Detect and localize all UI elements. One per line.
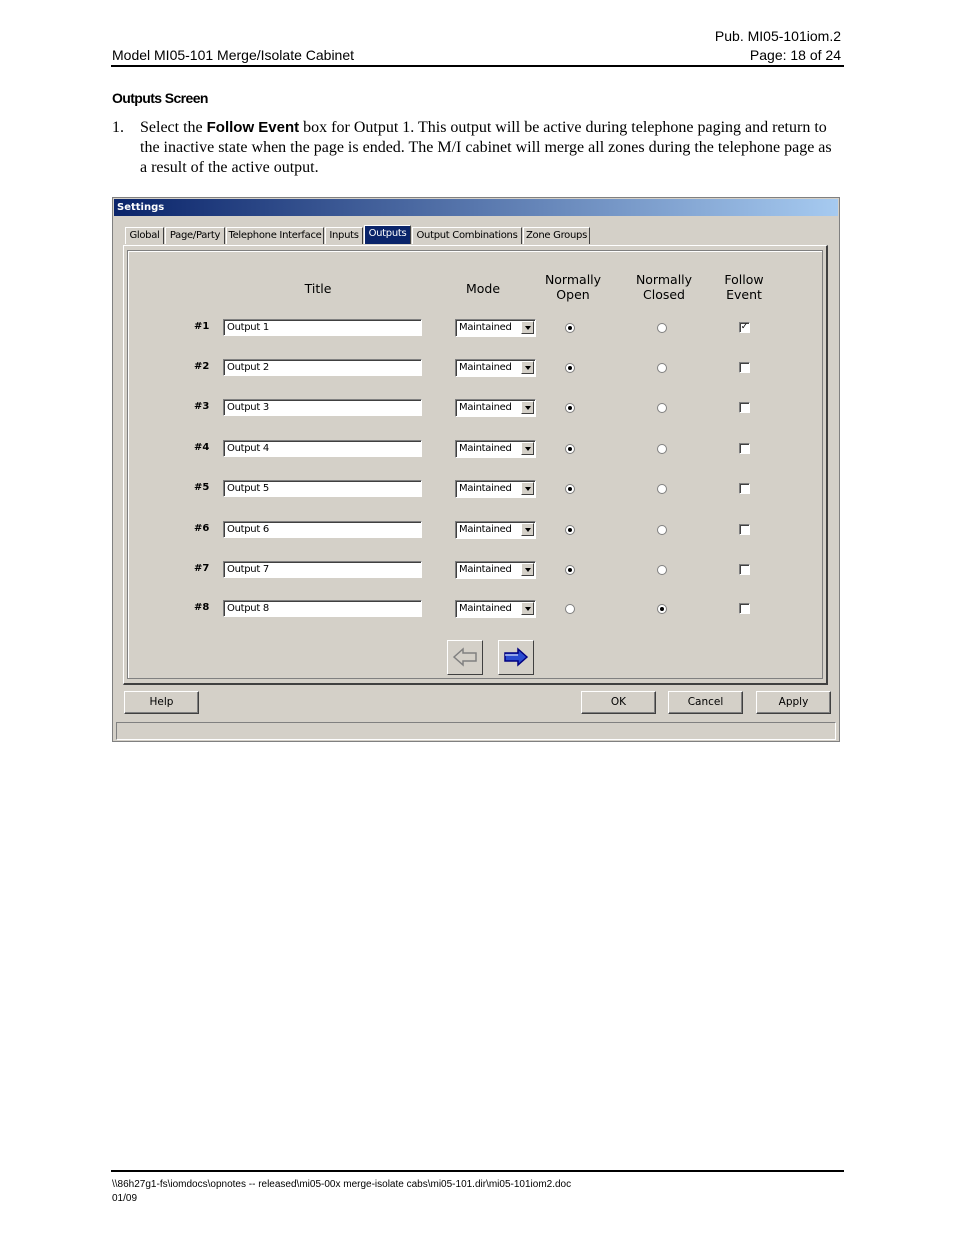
output-mode-select[interactable] — [455, 359, 536, 377]
output-row-label: #4 — [194, 442, 210, 453]
output-mode-value: Maintained — [459, 483, 512, 494]
footer-path: \\86h27g1-fs\iomdocs\opnotes -- released\mi05-00x merge-isolate cabs\mi05-101.dir\mi05-101iom2.doc — [112, 1179, 572, 1190]
output-title-input[interactable]: Output 5 — [223, 480, 422, 497]
output-title-input[interactable]: Output 4 — [223, 440, 422, 457]
apply-button[interactable]: Apply — [756, 691, 831, 714]
normally-open-radio[interactable] — [565, 604, 575, 614]
chevron-down-icon[interactable] — [521, 321, 534, 334]
cancel-button[interactable]: Cancel — [668, 691, 743, 714]
normally-closed-radio[interactable] — [657, 604, 667, 614]
output-row-label: #5 — [194, 482, 210, 493]
output-mode-value: Maintained — [459, 603, 512, 614]
header-rule — [111, 65, 844, 67]
section-title: Outputs Screen — [112, 90, 208, 106]
chevron-down-icon[interactable] — [521, 361, 534, 374]
normally-closed-radio[interactable] — [657, 484, 667, 494]
footer-rule — [111, 1170, 844, 1172]
col-follow-event-line1: Follow — [724, 272, 764, 287]
output-row-label: #8 — [194, 602, 210, 613]
tab-telephone-interface[interactable]: Telephone Interface — [226, 227, 324, 244]
step-text — [140, 118, 842, 178]
arrow-left-icon — [448, 641, 482, 674]
step-text-before: Select the — [140, 119, 207, 136]
arrow-right-icon — [499, 641, 533, 674]
normally-open-radio[interactable] — [565, 363, 575, 373]
follow-event-checkbox[interactable] — [739, 402, 750, 413]
output-mode-select[interactable] — [455, 521, 536, 539]
output-row-label: #3 — [194, 401, 210, 412]
step-bold: Follow Event — [206, 119, 300, 136]
follow-event-checkbox[interactable] — [739, 362, 750, 373]
ok-button[interactable]: OK — [581, 691, 656, 714]
col-follow-event — [716, 272, 772, 302]
output-mode-value: Maintained — [459, 322, 512, 333]
output-title-input[interactable]: Output 6 — [223, 521, 422, 538]
output-row-label: #7 — [194, 563, 210, 574]
col-mode: Mode — [465, 281, 501, 296]
status-bar — [116, 722, 836, 740]
output-row-label: #6 — [194, 523, 210, 534]
normally-open-radio[interactable] — [565, 444, 575, 454]
output-mode-select[interactable] — [455, 319, 536, 337]
normally-open-radio[interactable] — [565, 484, 575, 494]
chevron-down-icon[interactable] — [521, 442, 534, 455]
output-mode-select[interactable] — [455, 600, 536, 618]
normally-closed-radio[interactable] — [657, 403, 667, 413]
col-title: Title — [304, 281, 332, 296]
tab-page-party[interactable]: Page/Party — [165, 227, 225, 244]
help-button[interactable]: Help — [124, 691, 199, 714]
output-title-input[interactable]: Output 7 — [223, 561, 422, 578]
outputs-group — [127, 250, 823, 679]
output-mode-select[interactable] — [455, 399, 536, 417]
col-normally-closed — [629, 272, 699, 302]
pub-number: Pub. MI05-101iom.2 — [714, 28, 841, 44]
output-row-label: #2 — [194, 361, 210, 372]
follow-event-checkbox[interactable] — [739, 524, 750, 535]
prev-button[interactable] — [447, 640, 483, 675]
follow-event-checkbox[interactable] — [739, 483, 750, 494]
normally-closed-radio[interactable] — [657, 323, 667, 333]
tab-global[interactable]: Global — [125, 227, 164, 244]
output-row-label: #1 — [194, 321, 210, 332]
col-normally-closed-line1: Normally — [635, 272, 693, 287]
step-number: 1. — [112, 119, 124, 136]
output-mode-value: Maintained — [459, 524, 512, 535]
tab-inputs[interactable]: Inputs — [325, 227, 363, 244]
footer-date: 01/09 — [112, 1193, 138, 1204]
output-mode-select[interactable] — [455, 440, 536, 458]
chevron-down-icon[interactable] — [521, 523, 534, 536]
chevron-down-icon[interactable] — [521, 602, 534, 615]
tab-outputs[interactable]: Outputs — [364, 225, 411, 244]
follow-event-checkbox[interactable] — [739, 603, 750, 614]
output-title-input[interactable]: Output 3 — [223, 399, 422, 416]
col-normally-open — [538, 272, 608, 302]
chevron-down-icon[interactable] — [521, 482, 534, 495]
tab-zone-groups[interactable]: Zone Groups — [523, 227, 590, 244]
output-mode-value: Maintained — [459, 564, 512, 575]
col-normally-open-line2: Open — [556, 287, 590, 302]
output-mode-select[interactable] — [455, 480, 536, 498]
settings-window — [112, 197, 840, 742]
tab-output-combinations[interactable]: Output Combinations — [412, 227, 522, 244]
normally-open-radio[interactable] — [565, 403, 575, 413]
follow-event-checkbox[interactable]: ✓ — [740, 322, 749, 332]
page-number: Page: 18 of 24 — [749, 47, 841, 63]
output-mode-value: Maintained — [459, 362, 512, 373]
model-title: Model MI05-101 Merge/Isolate Cabinet — [112, 47, 355, 63]
outputs-panel — [123, 245, 828, 685]
follow-event-checkbox[interactable] — [739, 564, 750, 575]
normally-closed-radio[interactable] — [657, 444, 667, 454]
normally-open-radio[interactable] — [565, 323, 575, 333]
output-mode-value: Maintained — [459, 402, 512, 413]
step-1 — [112, 118, 842, 178]
normally-closed-radio[interactable] — [657, 565, 667, 575]
next-button[interactable] — [498, 640, 534, 675]
follow-event-checkbox[interactable] — [739, 443, 750, 454]
output-title-input[interactable]: Output 2 — [223, 359, 422, 376]
normally-open-radio[interactable] — [565, 565, 575, 575]
output-title-input[interactable]: Output 1 — [223, 319, 422, 336]
normally-closed-radio[interactable] — [657, 525, 667, 535]
col-normally-closed-line2: Closed — [643, 287, 685, 302]
normally-open-radio[interactable] — [565, 525, 575, 535]
col-normally-open-line1: Normally — [544, 272, 602, 287]
step-text-after: box for Output 1. This output will be active during telephone paging and return to the inactive state when the page is ended. The M/I cabinet will merge all zones during the telephone page as a result of the active output. — [140, 119, 832, 176]
col-follow-event-line2: Event — [726, 287, 762, 302]
output-mode-value: Maintained — [459, 443, 512, 454]
normally-closed-radio[interactable] — [657, 363, 667, 373]
chevron-down-icon[interactable] — [521, 401, 534, 414]
output-title-input[interactable]: Output 8 — [223, 600, 422, 617]
chevron-down-icon[interactable] — [521, 563, 534, 576]
output-mode-select[interactable] — [455, 561, 536, 579]
window-title: Settings — [114, 199, 838, 216]
